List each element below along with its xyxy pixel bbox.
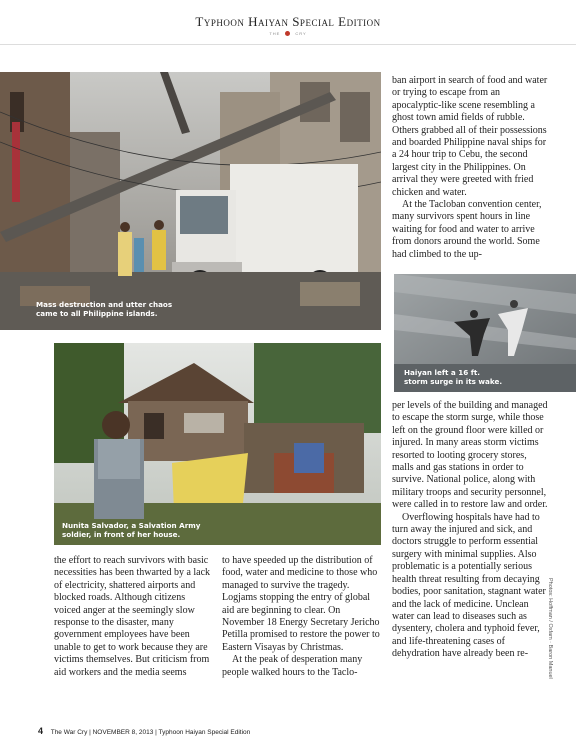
paragraph-col2-2: At the peak of desperation many people walked hours to the Taclo-	[222, 654, 363, 678]
header-subtitle-right: CRY	[295, 31, 307, 36]
header-subtitle-left: THE	[269, 31, 281, 36]
photo-salvador-house	[54, 343, 381, 545]
caption-street-destruction: Mass destruction and utter chaos came to all Philippine islands.	[36, 300, 173, 318]
text-column-3-bottom	[392, 400, 550, 661]
footer-text: The War Cry | NOVEMBER 8, 2013 | Typhoon Haiyan Special Edition	[50, 729, 251, 736]
caption-salvador-house: Nunita Salvador, a Salvation Army soldier, in front of her house.	[62, 521, 201, 539]
section-title: Typhoon Haiyan Special Edition	[195, 14, 381, 29]
paragraph-col3-3: per levels of the building and managed to escape the storm surge, while those left on the ground floor were killed or injured. In many areas storm victims resorted to looting grocery stores, malls and gas stations in order to survive. National police, along with military troops and security personnel, were called in to restore law and order.	[392, 400, 548, 511]
paragraph-col3-1: ban airport in search of food and water or trying to escape from an apocalyptic-like scene resembling a ghost town amid fields of rubble. Others grabbed all of their possessions and boarded Philippine naval ships for a 24 hour trip to Cebu, the second largest city in the Philippines. On arrival they were greeted with fried chicken and water.	[392, 75, 548, 198]
header-dot-icon	[285, 31, 290, 36]
header-subtitle	[0, 31, 576, 36]
page-footer	[38, 726, 250, 736]
page-header	[0, 14, 576, 36]
header-divider	[0, 44, 576, 45]
paragraph-col3-2: At the Tacloban convention center, many survivors spent hours in line waiting for food and water to arrive from donors around the world. Some had climbed to the up-	[392, 199, 542, 260]
text-column-3-top	[392, 75, 550, 261]
paragraph-col3-4: Overflowing hospitals have had to turn away the injured and sick, and doctors struggle to perform essential surgery with minimal supplies. Also problematic is a potentially serious health threat resulting from decaying bodies, poor sanitation, stagnant water and the lack of medicine. Unclean water can lead to diseases such as dysentery, cholera and typhoid fever, and life-threatening cases of dehydration have already been re-	[392, 511, 546, 660]
paragraph-col2-1: to have speeded up the distribution of food, water and medicine to those who managed to survive the tragedy. Logjams stopping the entry of global aid are beginning to clear. On November 18 Energy Secretary Jericho Petilla promised to restore the power to Eastern Visayas by Christmas.	[222, 555, 380, 653]
caption-storm-surge: Haiyan left a 16 ft. storm surge in its wake.	[404, 368, 503, 386]
paragraph-col1-1: the effort to reach survivors with basic necessities has been thwarted by a lack of electricity, shattered airports and blocked roads. Although citizens voiced anger at the seemingly slow response to the disaster, many government employees have been unable to get to work because they are victims themselves. But criticism from aid workers and the media seems	[54, 555, 211, 678]
text-column-1	[54, 555, 212, 679]
page-number: 4	[38, 726, 44, 736]
photo-credit: Photos: Hoffman / Oxfam · Baron Manuel	[547, 578, 553, 679]
photo-street-destruction	[0, 72, 381, 330]
text-column-2	[222, 555, 380, 679]
